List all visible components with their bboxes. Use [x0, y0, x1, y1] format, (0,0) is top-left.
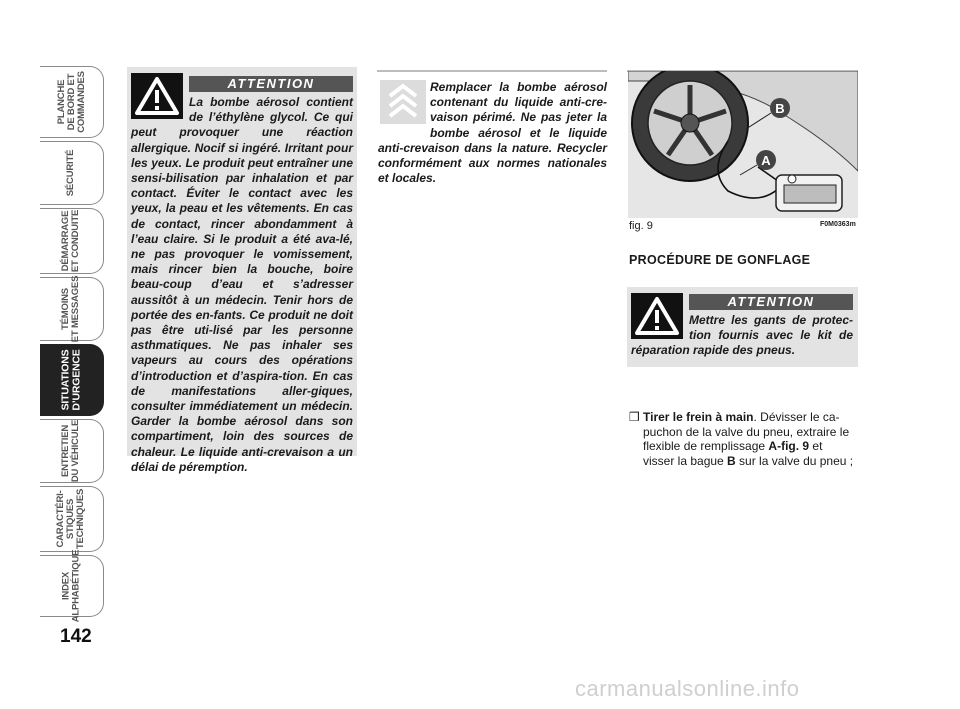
- tab-label: SÉCURITÉ: [65, 149, 77, 197]
- environment-note-text: Remplacer la bombe aérosol contenant du liquide anti-cre-vaison périmé. Ne pas jeter la bombe aérosol et le liquide anti-crevaison dans la nature. Recycler conformément aux normes nationales et locales.: [378, 80, 607, 186]
- callout-a: A: [761, 153, 771, 168]
- tab-index[interactable]: [40, 549, 104, 623]
- tab-planche-de-bord[interactable]: [40, 66, 104, 138]
- tab-label: DÉMARRAGE ET CONDUITE: [60, 209, 82, 273]
- tab-demarrage[interactable]: [40, 208, 104, 274]
- step-ref-b: B: [727, 453, 736, 468]
- environment-note: [378, 80, 607, 186]
- tab-label: ENTRETIEN DU VÉHICULE: [60, 419, 82, 483]
- step-text-3: sur la valve du pneu ;: [735, 453, 854, 468]
- tab-label: CARACTÉRI- STIQUES TECHNIQUES: [55, 488, 87, 550]
- watermark: carmanualsonline.info: [575, 676, 800, 701]
- tab-securite[interactable]: [40, 141, 104, 205]
- warning-box-left: [127, 67, 357, 474]
- warning-left-body: La bombe aérosol contient de l’éthylène glycol. Ce qui peut provoquer une réaction allergique. Nocif si ingéré. Irritant pour les yeux. Le produit peut entraîner une sensi-bilisation par inhalation et par contact. Éviter le contact avec les yeux, la peau et les vêtements. En cas de contact, rincer abondamment à l’eau claire. Si le produit a été ava-lé, ne pas provoquer le vomissement, mais rincer bien la bouche, boire beau-coup d’eau et s’adresser aussitôt à un médecin. Tenir hors de portée des en-fants. Ce produit ne doit pas être uti-lisé par les personne asthmatiques. Ne pas inhaler ses vapeurs au cours des opérations d’introduction et d’aspira-tion. En cas de manifestations aller-giques, consulter immédiatement un médecin. Garder la bombe aérosol dans son compartiment, loin des sources de chaleur. Le liquide anti-crevaison a un délai de péremption.: [131, 95, 353, 474]
- warning-box-right: [627, 287, 858, 367]
- step-ref-a: A-fig. 9: [768, 439, 810, 453]
- tab-label: PLANCHE DE BORD ET COMMANDES: [55, 71, 87, 133]
- attention-title: ATTENTION: [189, 76, 353, 92]
- section-heading: PROCÉDURE DE GONFLAGE: [629, 253, 811, 267]
- tab-label: TÉMOINS ET MESSAGES: [60, 275, 82, 343]
- warning-right-text: [631, 313, 853, 359]
- step-text-2: et visser la bague: [643, 439, 823, 468]
- tab-caracteristiques[interactable]: [40, 486, 104, 552]
- figure-code: F0M0363m: [820, 221, 856, 228]
- figure-caption: fig. 9: [629, 220, 653, 232]
- attention-title: ATTENTION: [689, 294, 853, 310]
- top-rule-middle: [377, 70, 607, 72]
- tab-label: SITUATIONS D’URGENCE: [59, 349, 83, 411]
- tab-entretien[interactable]: [40, 419, 104, 483]
- step-inflation-1: [629, 410, 857, 468]
- tab-temoins[interactable]: [40, 277, 104, 341]
- step-text-1: . Dévisser le ca-puchon de la valve du pneu, extraire le flexible de remplissage: [643, 410, 850, 453]
- warning-right-body: Mettre les gants de protec-tion fournis avec le kit de réparation rapide des pneus.: [631, 313, 853, 358]
- figure-9-illustration: [628, 71, 858, 218]
- step-lead: Tirer le frein à main: [643, 410, 754, 424]
- checkbox-bullet-icon: ❒: [629, 410, 640, 424]
- page-number: 142: [60, 626, 92, 647]
- tab-label: INDEX ALPHABÉTIQUE: [60, 549, 82, 623]
- tab-situations-urgence[interactable]: [40, 344, 104, 416]
- callout-b: B: [775, 101, 785, 116]
- warning-left-text: [131, 95, 353, 475]
